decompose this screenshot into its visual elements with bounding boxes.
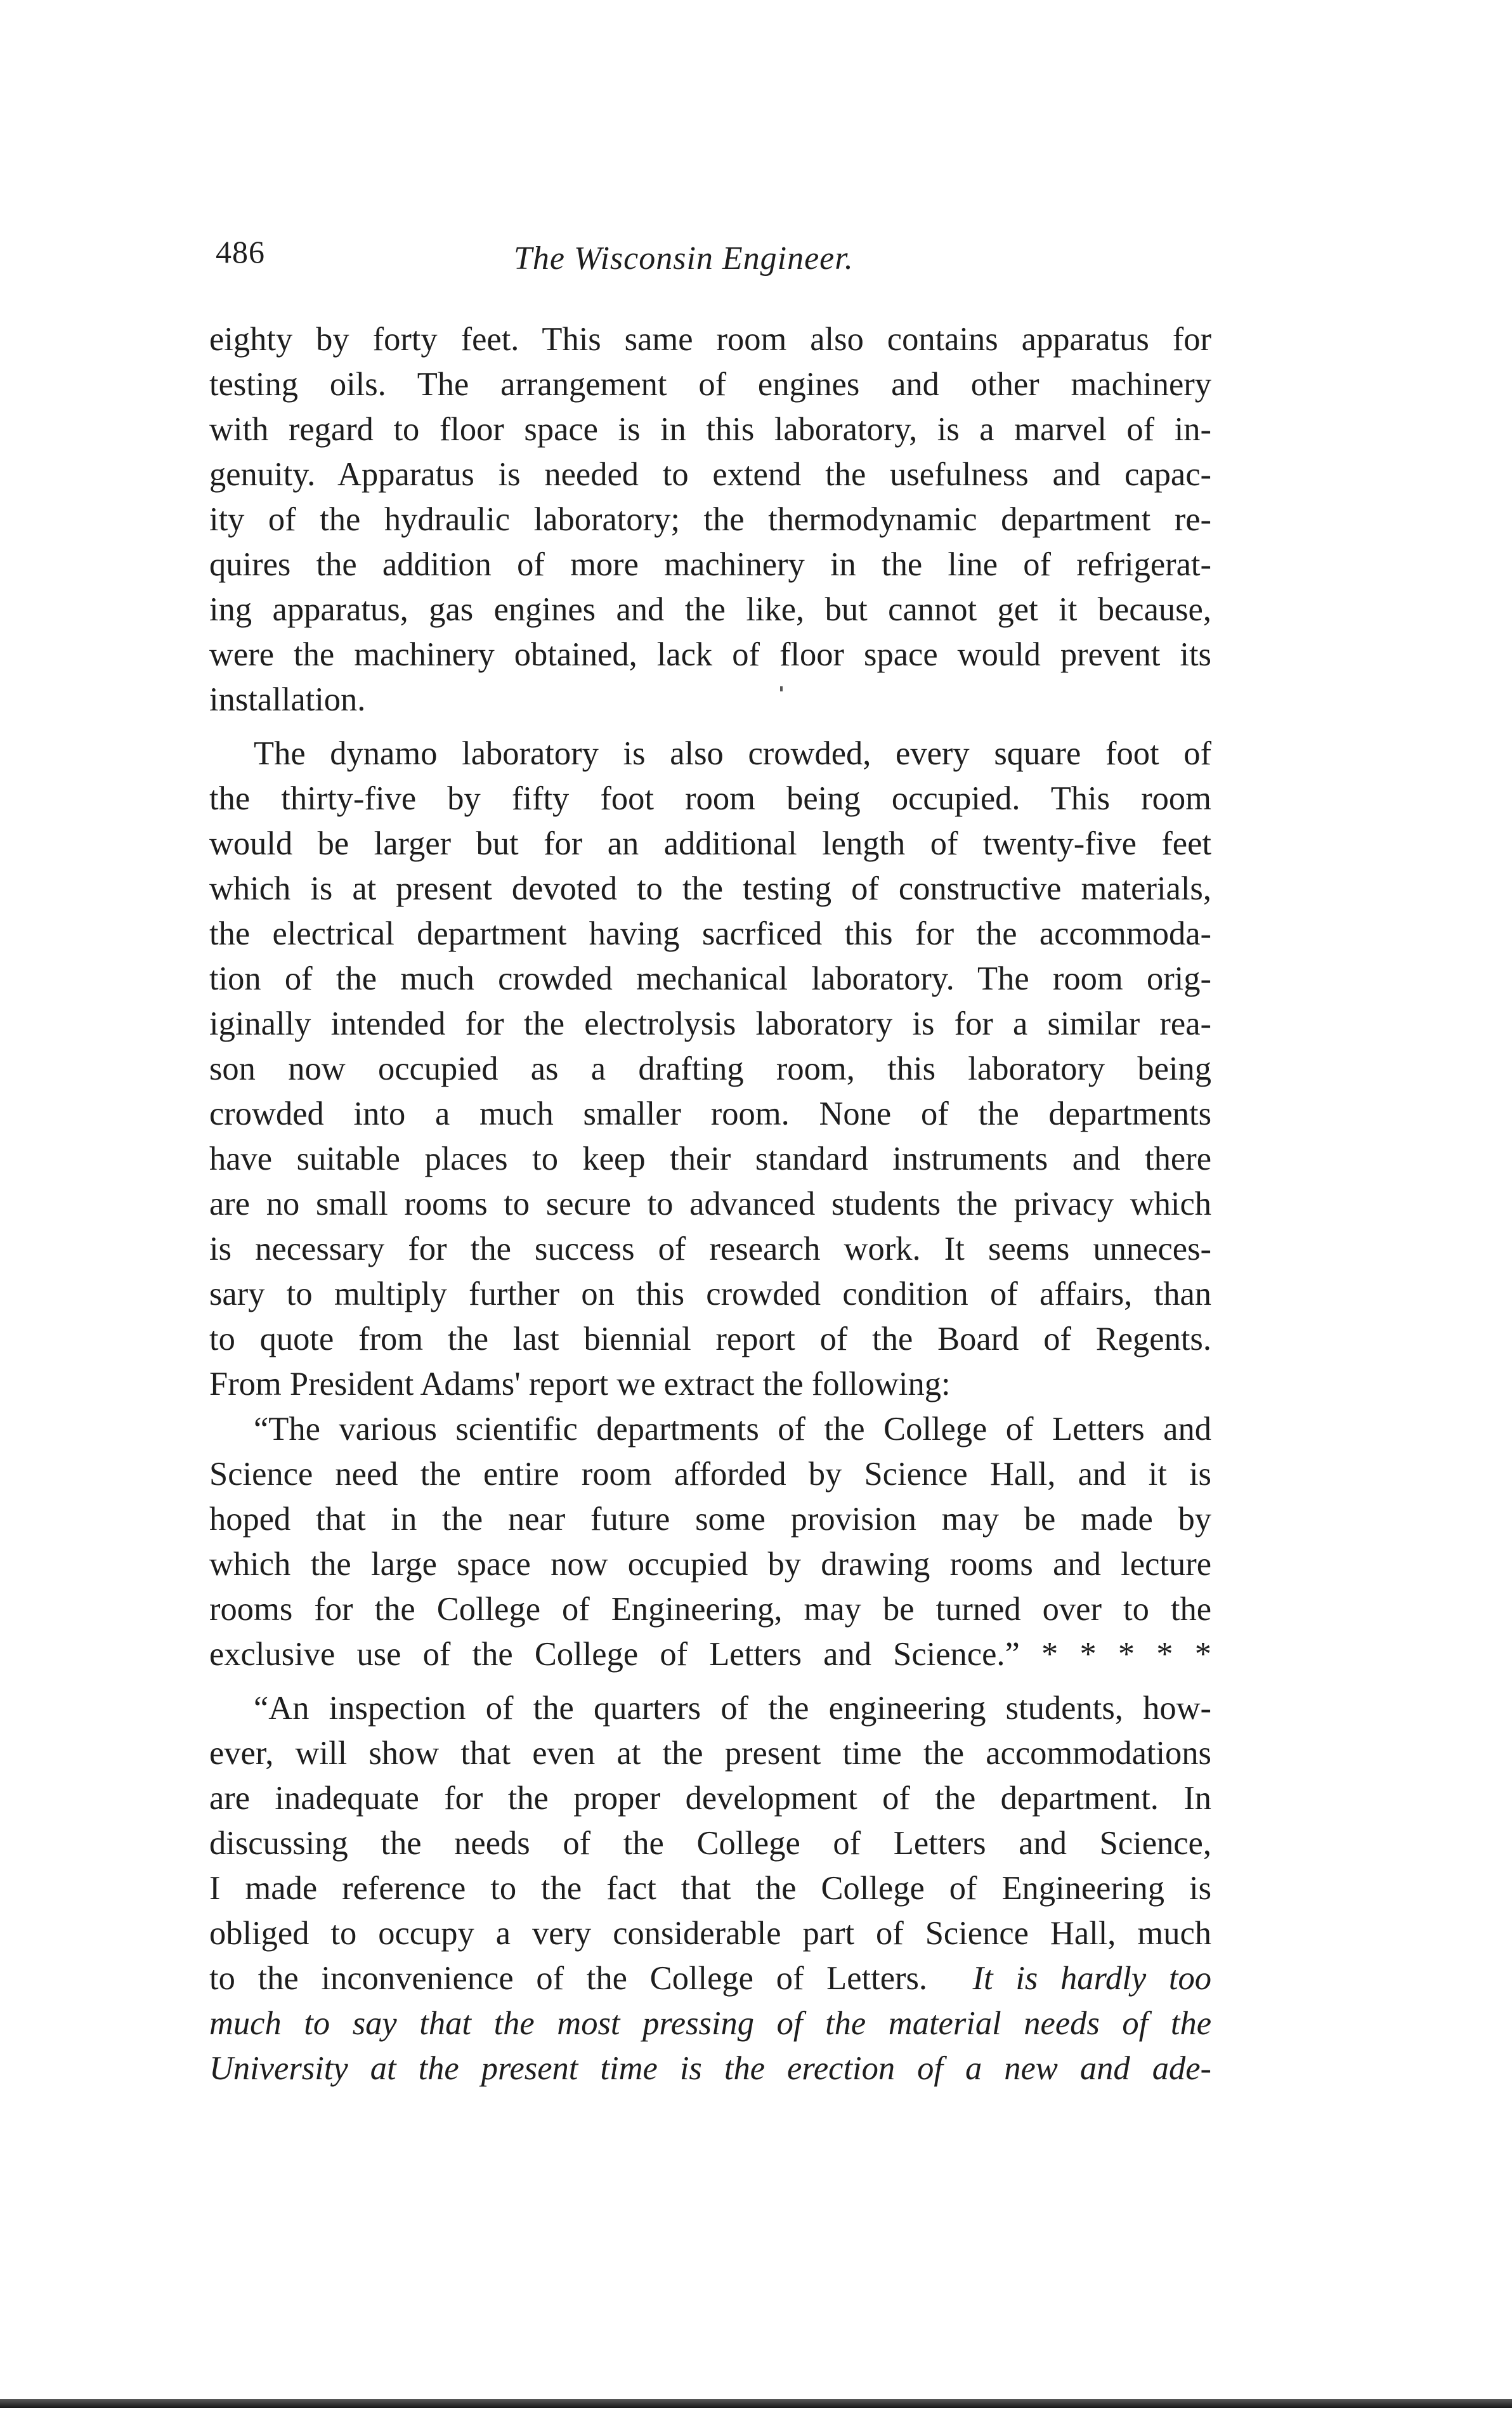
text-line: are no small rooms to secure to advanced students the privacy which (209, 1186, 1211, 1222)
scan-edge-rule (0, 2399, 1512, 2408)
text-line: exclusive use of the College of Letters and Science.” * * * * * (209, 1636, 1211, 1673)
text-line: testing oils. The arrangement of engines and other machinery (209, 366, 1211, 403)
text-line: are inadequate for the proper development of the department. In (209, 1780, 1211, 1817)
text-line: son now occupied as a drafting room, this laboratory being (209, 1050, 1211, 1087)
text-line: with regard to floor space is in this laboratory, is a marvel of in- (209, 411, 1211, 448)
running-head (216, 233, 1218, 284)
text-line: hoped that in the near future some provision may be made by (209, 1501, 1211, 1538)
text-line: which the large space now occupied by drawing rooms and lecture (209, 1546, 1211, 1583)
text-line: is necessary for the success of research work. It seems unneces- (209, 1231, 1211, 1267)
body-text (209, 317, 1211, 2091)
text-line: tion of the much crowded mechanical laboratory. The room orig- (209, 960, 1211, 997)
paragraph-1 (209, 317, 1211, 722)
page-number: 486 (216, 234, 265, 270)
text-line: ity of the hydraulic laboratory; the thermodynamic department re- (209, 501, 1211, 538)
text-line: Science need the entire room afforded by Science Hall, and it is (209, 1456, 1211, 1493)
text-line: which is at present devoted to the testing of constructive materials, (209, 870, 1211, 907)
scan-speck (780, 686, 783, 691)
paragraph-2 (209, 731, 1211, 1407)
text-line: were the machinery obtained, lack of floor space would prevent its (209, 636, 1211, 673)
text-line: crowded into a much smaller room. None of the departments (209, 1095, 1211, 1132)
text-line: much to say that the most pressing of the material needs of the (209, 2005, 1211, 2042)
text-line: discussing the needs of the College of Letters and Science, (209, 1825, 1211, 1862)
text-line: “The various scientific departments of the College of Letters and (254, 1411, 1211, 1448)
text-line: ever, will show that even at the present time the accommodations (209, 1735, 1211, 1772)
text-line: eighty by forty feet. This same room also contains apparatus for (209, 321, 1211, 358)
text-line: installation. (209, 681, 366, 718)
text-line: would be larger but for an additional length of twenty-five feet (209, 825, 1211, 862)
text-line: obliged to occupy a very considerable part of Science Hall, much (209, 1915, 1211, 1952)
text-line: have suitable places to keep their standard instruments and there (209, 1140, 1211, 1177)
text-line: quires the addition of more machinery in the line of refrigerat- (209, 546, 1211, 583)
text-line: to quote from the last biennial report of the Board of Regents. (209, 1321, 1211, 1357)
text-line: “An inspection of the quarters of the engineering students, how- (254, 1690, 1211, 1727)
text-line: the thirty-five by fifty foot room being occupied. This room (209, 780, 1211, 817)
text-line: rooms for the College of Engineering, may be turned over to the (209, 1591, 1211, 1628)
text-line-italic: It is hardly too (972, 1960, 1211, 1997)
text-line-roman: to the inconvenience of the College of Letters. (209, 1960, 928, 1997)
text-line: iginally intended for the electrolysis laboratory is for a similar rea- (209, 1005, 1211, 1042)
paragraph-4 (209, 1686, 1211, 2091)
journal-title: The Wisconsin Engineer. (514, 240, 854, 277)
text-line: genuity. Apparatus is needed to extend the usefulness and capac- (209, 456, 1211, 493)
text-line (209, 1956, 1211, 2001)
text-line: From President Adams' report we extract the following: (209, 1366, 951, 1402)
text-line: sary to multiply further on this crowded condition of affairs, than (209, 1276, 1211, 1312)
text-line: ing apparatus, gas engines and the like, but cannot get it because, (209, 591, 1211, 628)
text-line: The dynamo laboratory is also crowded, every square foot of (254, 735, 1211, 772)
paragraph-3 (209, 1407, 1211, 1677)
text-line: I made reference to the fact that the College of Engineering is (209, 1870, 1211, 1907)
text-line: University at the present time is the erection of a new and ade- (209, 2050, 1211, 2087)
text-line: the electrical department having sacrficed this for the accommoda- (209, 915, 1211, 952)
